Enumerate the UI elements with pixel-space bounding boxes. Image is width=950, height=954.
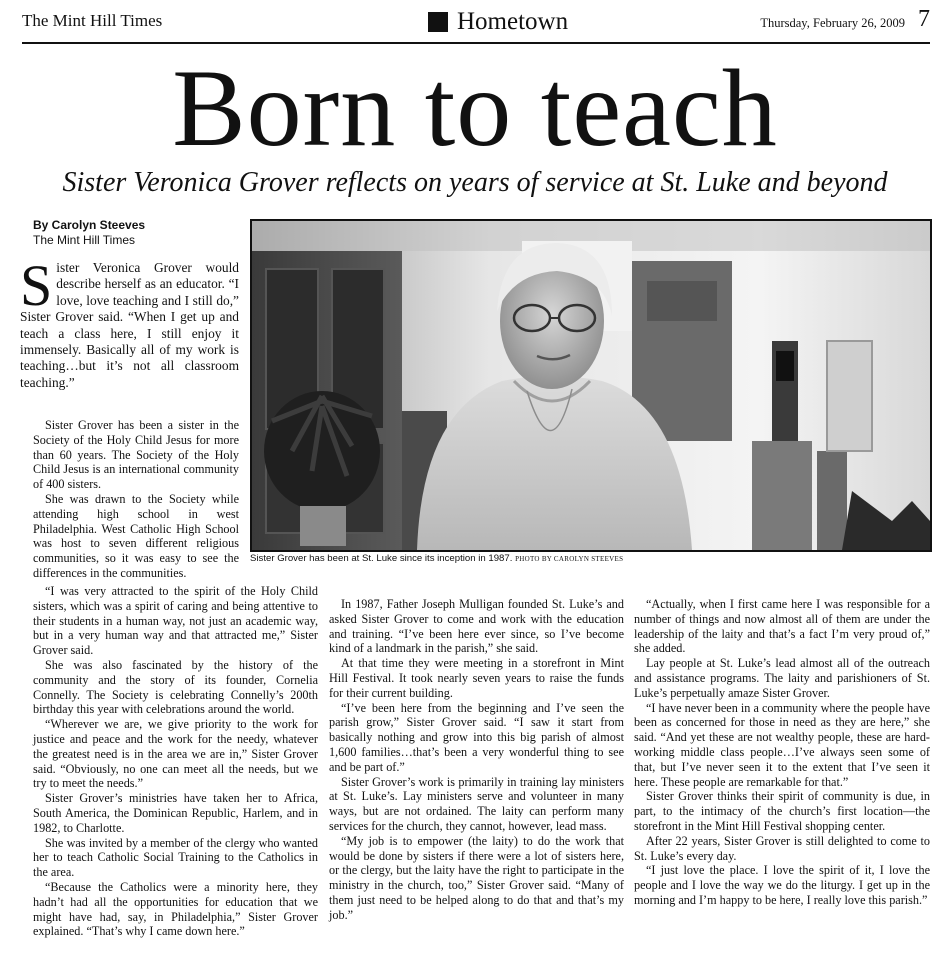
paragraph: “I was very attracted to the spirit of the Holy Child sisters, which was a spirit of caring and being attentive to their students in a human way, not just an academic way, but in a very human way and that attracted me,” Sister Grover said. <box>33 584 318 658</box>
paragraph: Sister Grover has been a sister in the Society of the Holy Child Jesus for more than 60 years. The Society of the Holy Child Jesus is an international community of 400 sisters. <box>33 418 239 492</box>
photo-credit: PHOTO BY CAROLYN STEEVES <box>515 555 624 563</box>
paragraph: In 1987, Father Joseph Mulligan founded St. Luke’s and asked Sister Grover to come and work with the education and training. “I’ve been here ever since, so I’ve become kind of a landmark in the parish,” she said. <box>329 597 624 656</box>
article-photo <box>250 219 932 552</box>
column-1-wide <box>33 584 318 939</box>
paragraph: Sister Grover’s ministries have taken her to Africa, South America, the Dominican Republic, Harlem, and in 1982, to Charlotte. <box>33 791 318 835</box>
deck-subheadline: Sister Veronica Grover reflects on years of service at St. Luke and beyond <box>62 167 888 198</box>
section-label <box>428 8 568 36</box>
paragraph: “I have never been in a community where the people have been as concerned for those in need as they are here,” she said. “And yet these are not wealthy people, these are hard-working middle class people…I’ve always seen some of that, but I’ve never seen it to the extent that I’ve seen it here. These people are remarkable for that.” <box>634 700 930 789</box>
photo-illustration <box>252 221 930 550</box>
lead-text: ister Veronica Grover would describe herself as an educator. “I love, love teaching and I still do,” Sister Grover said. “When I get up and teach a class here, I still enjoy it immensely. Basically all of my work is teaching…but it’s not all classroom teaching.” <box>20 260 239 390</box>
lead-paragraph <box>20 253 239 391</box>
page-number: 7 <box>918 6 930 32</box>
byline-author: By Carolyn Steeves <box>33 218 146 232</box>
paragraph: “Actually, when I first came here I was responsible for a number of things and now almost all of them are under the leadership of the laity and that’s a fact I’m very proud of,” she added. <box>634 597 930 656</box>
paragraph: “My job is to empower (the laity) to do the work that would be done by sisters if there were a lot of sisters here, or the clergy, but the laity have the right to participate in the ministry in the church, too,” Sister Grover said. “Many of them just need to be helped along to do that and that’s my job.” <box>329 833 624 922</box>
column-3 <box>634 597 930 908</box>
byline-publication: The Mint Hill Times <box>33 233 136 247</box>
paragraph: Sister Grover thinks their spirit of community is due, in part, to the intimacy of the church’s first location—the storefront in the Mint Hill Festival shopping center. <box>634 789 930 833</box>
column-2 <box>329 597 624 923</box>
paragraph: After 22 years, Sister Grover is still delighted to come to St. Luke’s every day. <box>634 833 930 863</box>
column-1-narrow <box>33 418 239 581</box>
drop-cap: S <box>20 253 53 318</box>
paragraph: “I’ve been here from the beginning and I’ve seen the parish grow,” Sister Grover said. “I saw it start from basically nothing and grow into this big parish of almost 1,600 families…that’s been a very wonderful thing to see and be part of.” <box>329 700 624 774</box>
paragraph: Lay people at St. Luke’s lead almost all of the outreach and assistance programs. The laity and parishioners of St. Luke’s perpetually amaze Sister Grover. <box>634 656 930 700</box>
paragraph: “I just love the place. I love the spirit of it, I love the people and I love the way we do the liturgy. I get up in the morning and I’m happy to be here, I really love this parish.” <box>634 863 930 907</box>
section-square-icon <box>428 12 448 32</box>
headline: Born to teach <box>172 47 778 169</box>
paragraph: Sister Grover’s work is primarily in training lay ministers at St. Luke’s. Lay ministers serve and volunteer in many ways, but are not ordained. The laity can perform many services for the church, they cannot, however, lead mass. <box>329 774 624 833</box>
paragraph: She was invited by a member of the clergy who wanted her to teach Catholic Social Training to the Catholics in the area. <box>33 835 318 880</box>
paragraph: “Wherever we are, we give priority to the work for justice and peace and the work for the needy, whatever the greatest need is in the area we are in,” Sister Grover said. “Obviously, no one can meet all the needs, but we try to meet the needs.” <box>33 717 318 791</box>
publication-name: The Mint Hill Times <box>22 11 163 30</box>
paragraph: At that time they were meeting in a storefront in Mint Hill Festival. It took nearly seven years to raise the funds for their current building. <box>329 656 624 700</box>
paragraph: “Because the Catholics were a minority here, they hadn’t had all the opportunities for education that we might have had, say, in Philadelphia,” Sister Grover explained. “That’s why I came down here.” <box>33 879 318 939</box>
issue-date: Thursday, February 26, 2009 <box>760 16 905 30</box>
paragraph: She was also fascinated by the history of the community and the story of its founder, Cornelia Connelly. The Society is celebrating Connelly’s 200th birthday this year with celebrations around the world. <box>33 657 318 717</box>
caption-text: Sister Grover has been at St. Luke since its inception in 1987. <box>250 553 513 564</box>
paragraph: She was drawn to the Society while attending high school in west Philadelphia. West Catholic High School was host to seven different religious communities, so it was easy to see the differences in the communities. <box>33 491 239 580</box>
masthead-rule <box>22 42 930 44</box>
section-name: Hometown <box>457 8 569 35</box>
photo-caption <box>250 553 623 564</box>
